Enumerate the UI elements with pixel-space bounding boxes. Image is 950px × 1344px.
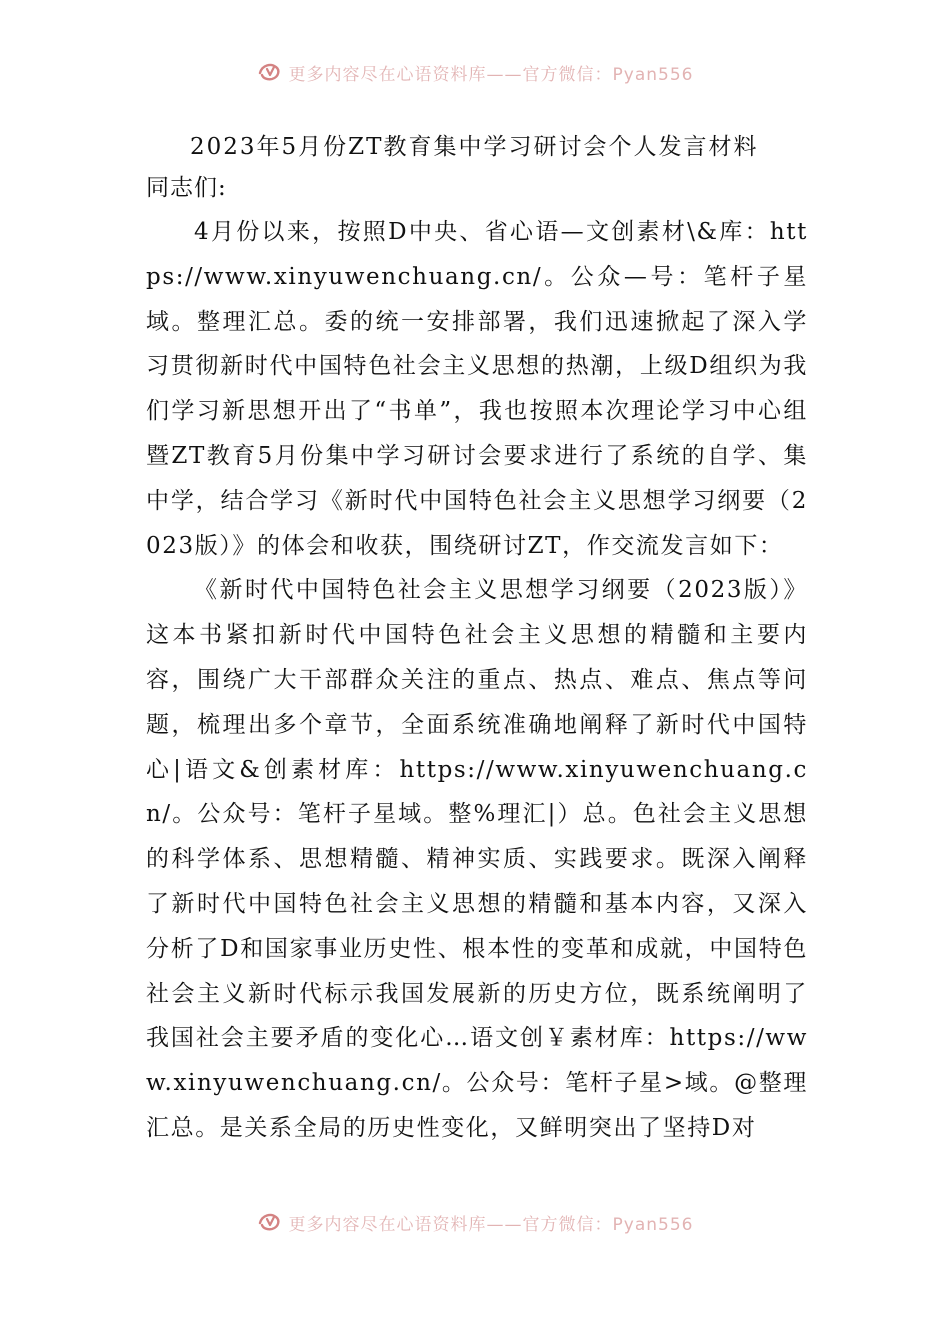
watermark-text: 更多内容尽在心语资料库——官方微信：Pyan556 (288, 1214, 694, 1235)
salutation: 同志们: (146, 175, 227, 201)
document-body (146, 128, 808, 1151)
watermark-header (0, 59, 950, 85)
brand-logo-icon (257, 61, 283, 83)
document-title: 2023年5月份ZT教育集中学习研讨会个人发言材料 (190, 134, 759, 160)
watermark-text: 更多内容尽在心语资料库——官方微信：Pyan556 (288, 64, 694, 85)
brand-logo-icon (257, 1211, 283, 1233)
paragraph: 《新时代中国特色社会主义思想学习纲要（2023版）》这本书紧扣新时代中国特色社会主义思想的精髓和主要内容，围绕广大干部群众关注的重点、热点、难点、焦点等问题，梳理出多个章节，全面系统准确地阐释了新时代中国特心|语文&创素材库：https://www.xinyuwenchuang.cn/。公众号：笔杆子星域。整%理汇|）总。色社会主义思想的科学体系、思想精髓、精神实质、实践要求。既深入阐释了新时代中国特色社会主义思想的精髓和基本内容，又深入分析了D和国家事业历史性、根本性的变革和成就，中国特色社会主义新时代标示我国发展新的历史方位，既系统阐明了我国社会主要矛盾的变化心…语文创￥素材库：https://www.xinyuwenchuang.cn/。公众号：笔杆子星>域。@整理汇总。是关系全局的历史性变化，又鲜明突出了坚持D对 (146, 577, 808, 1141)
watermark-footer (0, 1209, 950, 1235)
paragraph: 4月份以来，按照D中央、省心语—文创素材\&库：https://www.xinyuwenchuang.cn/。公众—号：笔杆子星域。整理汇总。委的统一安排部署，我们迅速掀起了深入学习贯彻新时代中国特色社会主义思想的热潮，上级D组织为我们学习新思想开出了“书单”，我也按照本次理论学习中心组暨ZT教育5月份集中学习研讨会要求进行了系统的自学、集中学，结合学习《新时代中国特色社会主义思想学习纲要（2023版）》的体会和收获，围绕研讨ZT，作交流发言如下： (146, 219, 808, 559)
